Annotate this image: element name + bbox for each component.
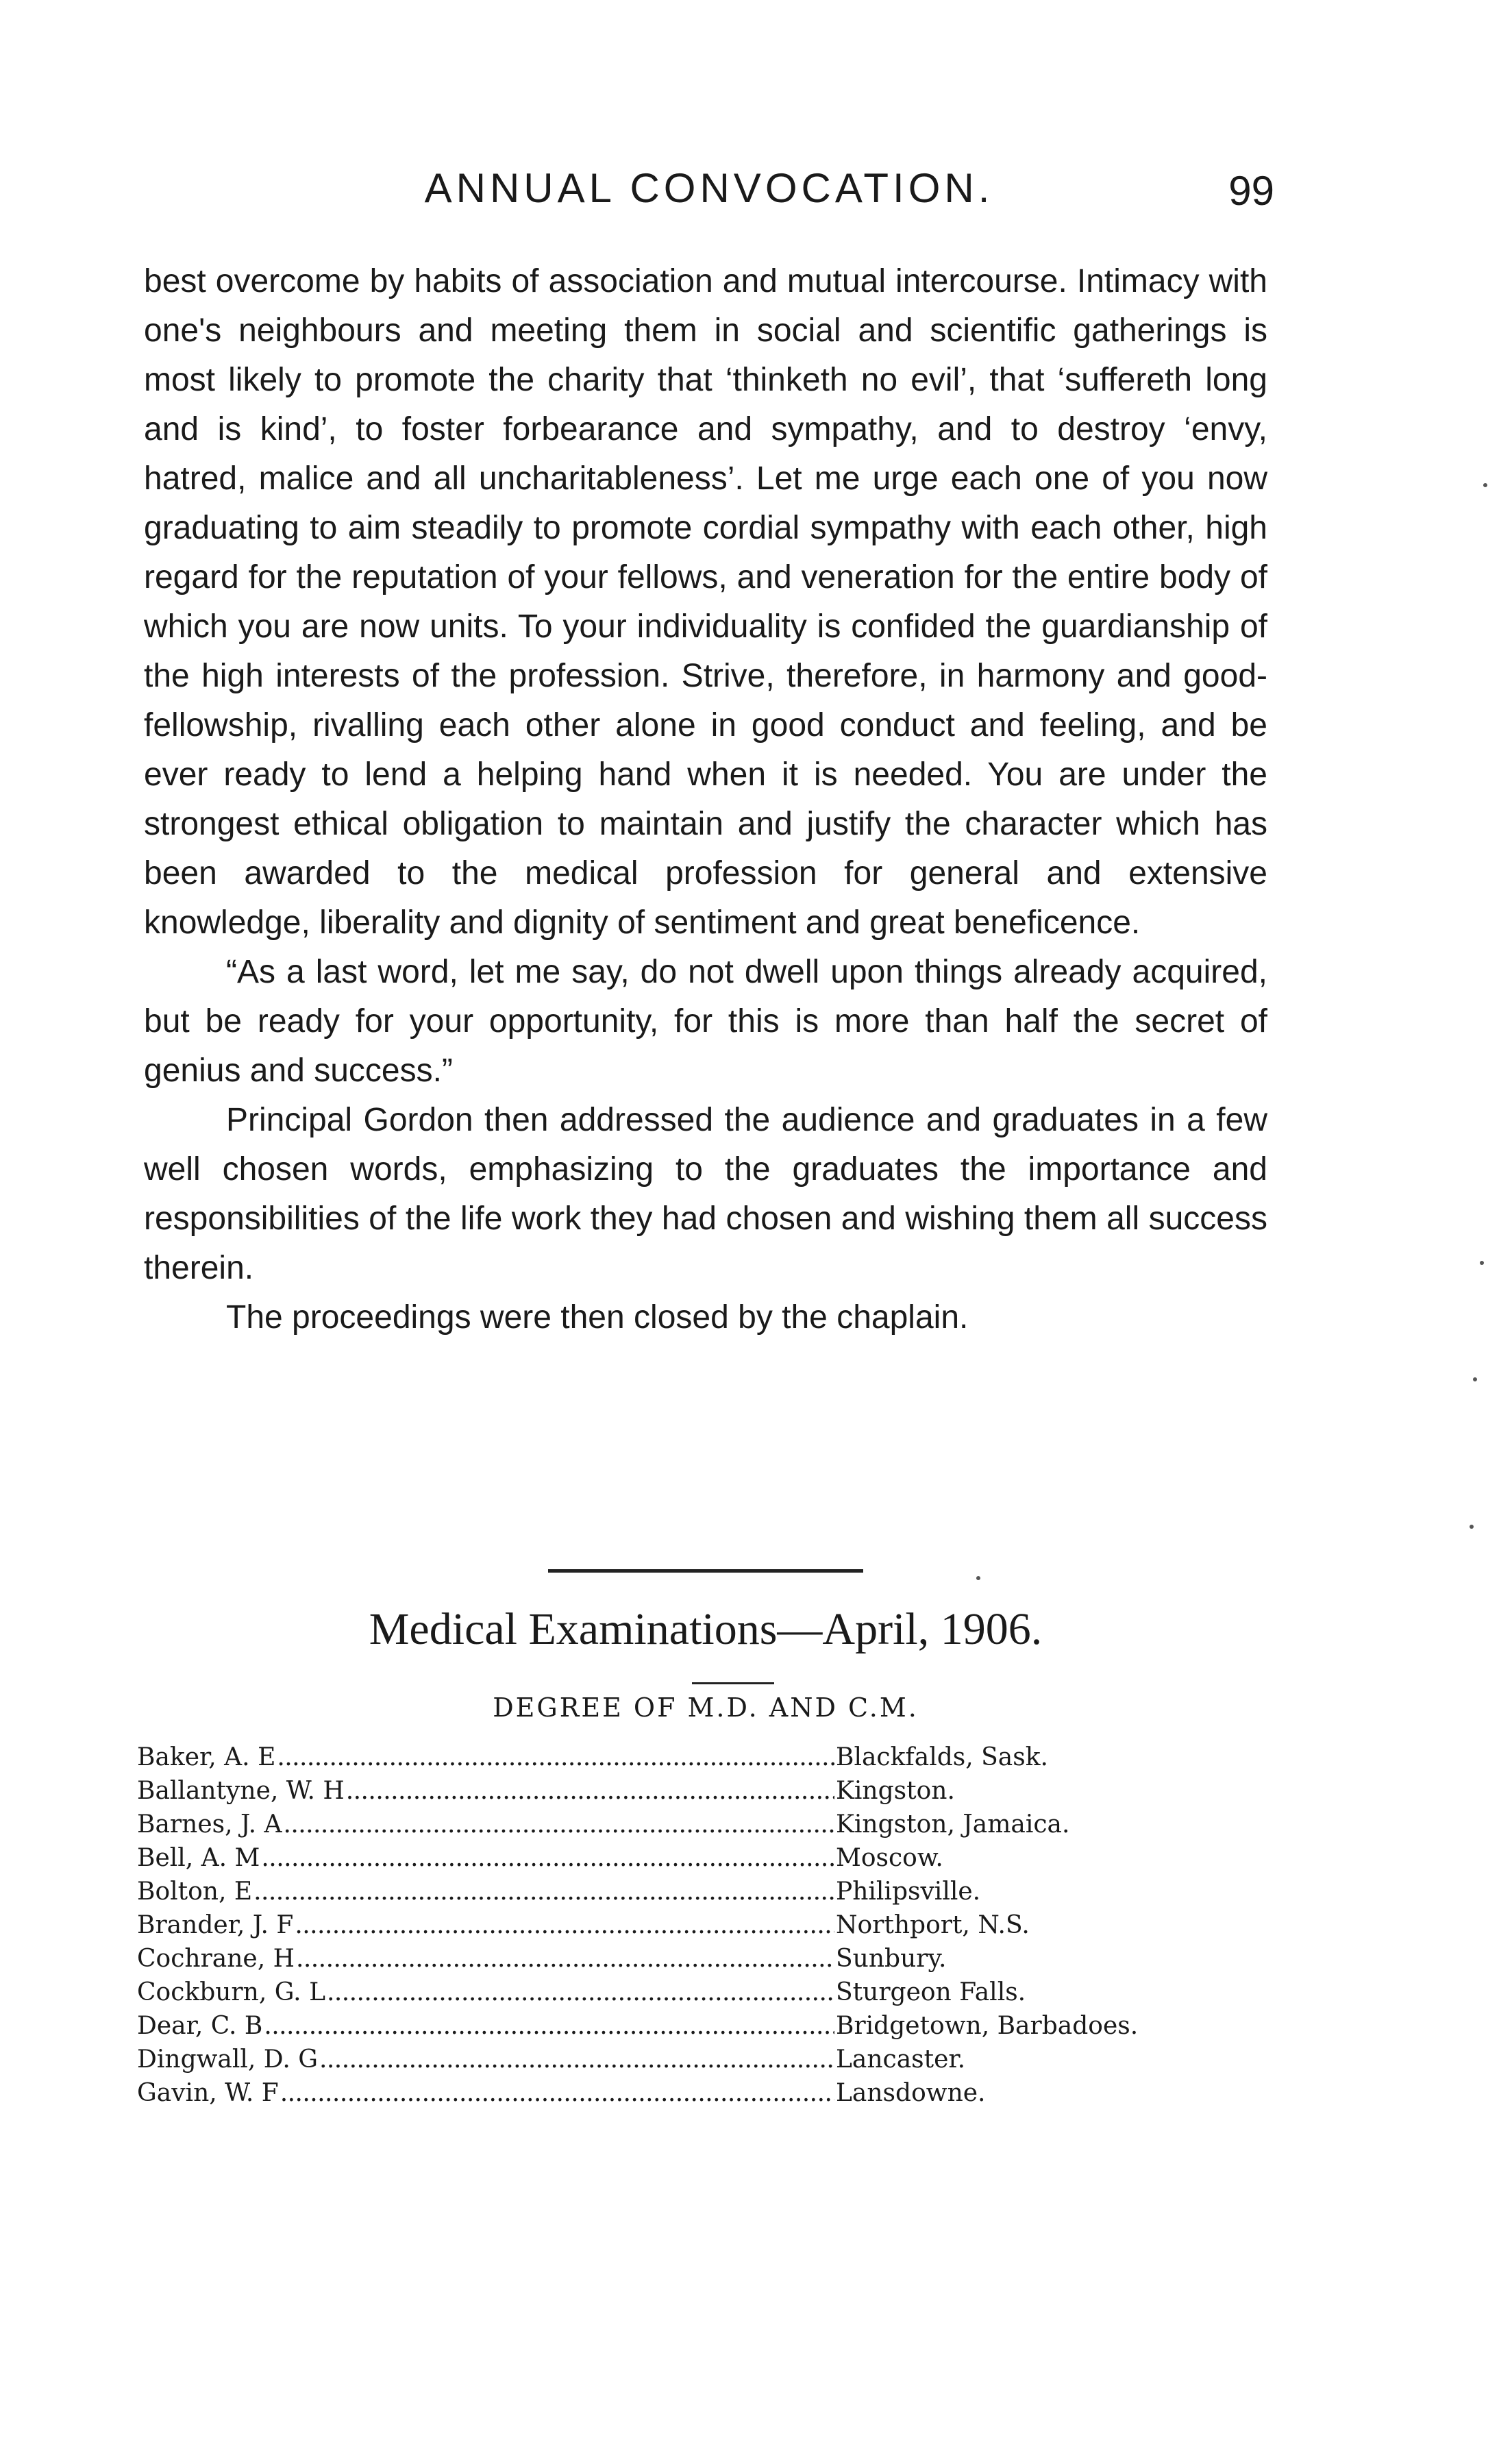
dot-leader	[280, 2076, 834, 2110]
graduate-name: Bell, A. M	[137, 1844, 260, 1872]
list-item	[137, 2009, 1233, 2043]
list-item	[137, 1741, 1233, 1774]
print-speck	[1480, 1261, 1484, 1265]
dot-leader	[296, 1942, 834, 1976]
list-item	[137, 1976, 1233, 2009]
graduate-name: Dingwall, D. G	[137, 2045, 319, 2074]
graduate-name: Barnes, J. A	[137, 1810, 282, 1838]
graduate-place: Sturgeon Falls.	[836, 1978, 1026, 2006]
graduate-place: Kingston.	[836, 1777, 955, 1805]
graduate-name: Baker, A. E	[137, 1743, 276, 1771]
paragraph-continuation: best overcome by habits of association and mutual intercourse. Intimacy with one's neighbours and meeting them in social and scientific gatherings is most likely to promote the charity that ‘thinketh no evil’, that ‘suffereth long and is kind’, to foster forbearance and sympathy, and to destroy ‘envy, hatred, malice and all uncharitableness’. Let me urge each one of you now graduating to aim steadily to promote cordial sympathy with each other, high regard for the reputation of your fellows, and veneration for the entire body of which you are now units. To your individuality is confided the guardianship of the high interests of the profession. Strive, therefore, in harmony and good-fellowship, rivalling each other alone in good conduct and feeling, and be ever ready to lend a helping hand when it is needed. You are under the strongest ethical obligation to maintain and justify the character which has been awarded to the medical profession for general and extensive knowledge, liberality and dignity of sentiment and great beneficence.	[144, 263, 1267, 941]
graduate-place: Blackfalds, Sask.	[836, 1743, 1048, 1771]
graduate-place: Lansdowne.	[836, 2079, 986, 2107]
graduate-place: Bridgetown, Barbadoes.	[836, 2012, 1139, 2040]
dot-leader	[346, 1774, 834, 1808]
section-title: Medical Examinations—April, 1906.	[369, 1604, 1043, 1654]
dot-leader	[277, 1741, 834, 1774]
body-text	[144, 257, 1267, 1342]
running-head	[144, 158, 1274, 219]
graduate-name: Brander, J. F	[137, 1911, 294, 1939]
graduate-place: Sunbury.	[836, 1945, 947, 1973]
print-speck	[1473, 1377, 1477, 1381]
paragraph-closing: The proceedings were then closed by the chaplain.	[226, 1299, 969, 1336]
print-speck	[1483, 483, 1487, 487]
dot-leader	[319, 2043, 834, 2076]
graduate-name: Dear, C. B	[137, 2012, 263, 2040]
running-title: ANNUAL CONVOCATION.	[424, 165, 994, 211]
section-divider	[548, 1569, 863, 1573]
graduate-name: Gavin, W. F	[137, 2079, 279, 2107]
graduate-place: Philipsville.	[836, 1878, 981, 1906]
dot-leader	[327, 1976, 834, 2009]
graduate-place: Lancaster.	[836, 2045, 966, 2074]
paragraph-last-word: “As a last word, let me say, do not dwell upon things already acquired, but be ready for your opportunity, for this is more than half the secret of genius and success.”	[144, 954, 1267, 1089]
list-item	[137, 1875, 1233, 1908]
print-speck	[976, 1576, 980, 1580]
graduate-name: Cockburn, G. L	[137, 1978, 325, 2006]
print-speck	[1470, 1525, 1474, 1529]
dot-leader	[295, 1908, 834, 1942]
list-item	[137, 2043, 1233, 2076]
graduate-place: Northport, N.S.	[836, 1911, 1030, 1939]
dot-leader	[284, 1808, 835, 1841]
list-item	[137, 1841, 1233, 1875]
degree-subheading: DEGREE OF M.D. AND C.M.	[493, 1693, 919, 1723]
dot-leader	[264, 2009, 834, 2043]
graduate-name: Bolton, E	[137, 1878, 253, 1906]
list-item	[137, 1942, 1233, 1976]
graduate-name: Cochrane, H	[137, 1945, 295, 1973]
list-item	[137, 1908, 1233, 1942]
graduate-name: Ballantyne, W. H	[137, 1777, 345, 1805]
dot-leader	[261, 1841, 834, 1875]
graduate-place: Kingston, Jamaica.	[836, 1810, 1070, 1838]
graduates-list	[137, 1741, 1233, 2110]
dot-leader	[253, 1875, 834, 1908]
page-number: 99	[1228, 168, 1274, 214]
list-item	[137, 1774, 1233, 1808]
list-item	[137, 1808, 1233, 1841]
graduate-place: Moscow.	[836, 1844, 943, 1872]
subheading-rule	[692, 1682, 774, 1684]
list-item	[137, 2076, 1233, 2110]
paragraph-principal-address: Principal Gordon then addressed the audience and graduates in a few well chosen words, emphasizing to the graduates the importance and responsibilities of the life work they had chosen and wishing them all success therein.	[144, 1102, 1267, 1286]
